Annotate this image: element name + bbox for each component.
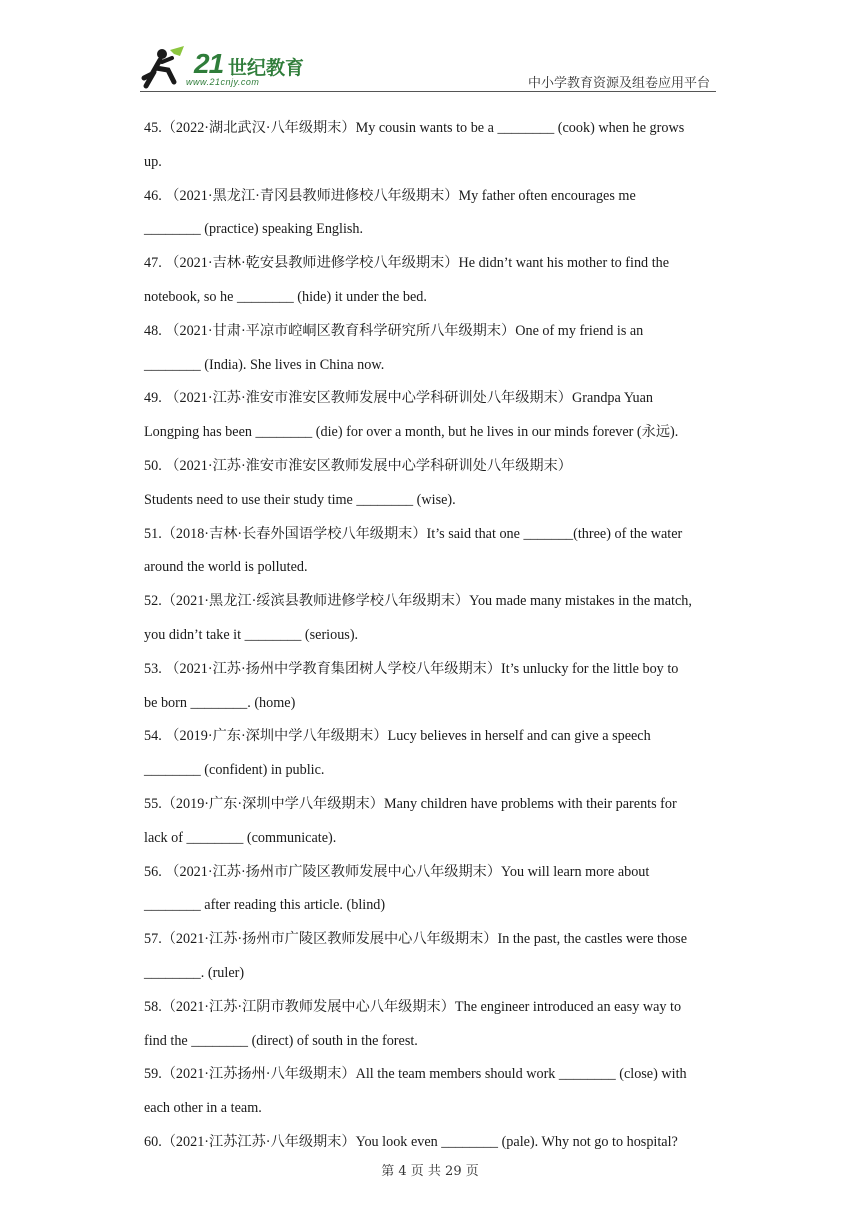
question-line: 56. （2021·江苏·扬州市广陵区教师发展中心八年级期末）You will learn more about — [144, 863, 650, 880]
question-line: 47. （2021·吉林·乾安县教师进修学校八年级期末）He didn’t want his mother to find the — [144, 255, 670, 272]
question-line: Students need to use their study time ________ (wise). — [144, 491, 456, 508]
question-line: ________ (India). She lives in China now. — [144, 356, 385, 373]
question-line: ________ (confident) in public. — [144, 762, 325, 779]
question-line: 60.（2021·江苏江苏·八年级期末）You look even ________ (pale). Why not go to hospital? — [144, 1133, 678, 1150]
question-line: 55.（2019·广东·深圳中学八年级期末）Many children have problems with their parents for — [144, 795, 677, 812]
question-line: 45.（2022·湖北武汉·八年级期末）My cousin wants to be a ________ (cook) when he grows — [144, 120, 685, 136]
question-line: notebook, so he ________ (hide) it under the bed. — [144, 288, 427, 305]
logo-name: 世纪教育 — [228, 57, 305, 79]
site-logo[interactable] — [140, 44, 310, 92]
question-line: 54. （2019·广东·深圳中学八年级期末）Lucy believes in herself and can give a speech — [144, 728, 651, 745]
question-line: 51.（2018·吉林·长春外国语学校八年级期末）It’s said that one _______(three) of the water — [144, 525, 683, 542]
question-line: up. — [144, 153, 162, 170]
question-line: ________. (ruler) — [144, 964, 245, 981]
question-line: 46. （2021·黑龙江·青冈县教师进修校八年级期末）My father often encourages me — [144, 187, 636, 204]
question-line: 57.（2021·江苏·扬州市广陵区教师发展中心八年级期末）In the past, the castles were those — [144, 931, 687, 948]
question-line: ________ after reading this article. (blind) — [144, 897, 386, 914]
logo-number: 21 — [194, 48, 224, 79]
page-header — [0, 0, 860, 95]
question-line: 59.（2021·江苏扬州·八年级期末）All the team members should work ________ (close) with — [144, 1066, 687, 1083]
question-line: you didn’t take it ________ (serious). — [144, 626, 359, 643]
question-line: 49. （2021·江苏·淮安市淮安区教师发展中心学科研训处八年级期末）Grandpa Yuan — [144, 390, 654, 407]
question-line: be born ________. (home) — [144, 694, 296, 711]
page-number: 第 4 页 共 29 页 — [381, 1164, 479, 1179]
question-line: 53. （2021·江苏·扬州中学教育集团树人学校八年级期末）It’s unlucky for the little boy to — [144, 660, 679, 677]
question-line: 52.（2021·黑龙江·绥滨县教师进修学校八年级期末）You made many mistakes in the match, — [144, 593, 692, 610]
question-line: 58.（2021·江苏·江阴市教师发展中心八年级期末）The engineer introduced an easy way to — [144, 998, 682, 1015]
question-line: 48. （2021·甘肃·平凉市崆峒区教育科学研究所八年级期末）One of my friend is an — [144, 322, 644, 339]
logo-url: www.21cnjy.com — [186, 77, 260, 87]
question-line: find the ________ (direct) of south in the forest. — [144, 1032, 418, 1049]
question-line: each other in a team. — [144, 1100, 262, 1117]
platform-title: 中小学教育资源及组卷应用平台 — [527, 76, 710, 91]
question-line: Longping has been ________ (die) for over a month, but he lives in our minds forever (永远). — [144, 424, 679, 441]
question-line: 50. （2021·江苏·淮安市淮安区教师发展中心学科研训处八年级期末） — [144, 457, 572, 474]
question-line: ________ (practice) speaking English. — [144, 221, 364, 238]
question-list — [144, 112, 724, 1160]
question-line: around the world is polluted. — [144, 559, 308, 576]
header-divider — [140, 91, 716, 92]
question-line: lack of ________ (communicate). — [144, 829, 337, 846]
